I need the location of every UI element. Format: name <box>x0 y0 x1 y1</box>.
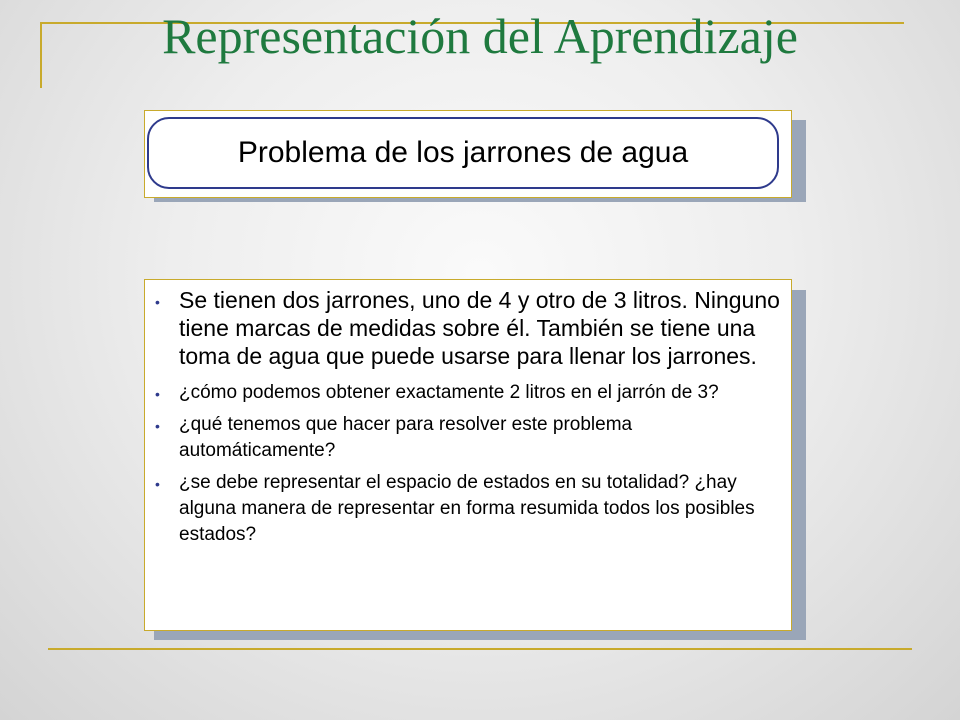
frame-bottom-line <box>48 648 912 650</box>
header-box <box>144 110 792 198</box>
bullet-list <box>145 280 791 548</box>
list-item <box>149 412 783 464</box>
list-item <box>149 286 783 370</box>
bullet-icon: • <box>155 418 160 434</box>
bullet-icon: • <box>155 294 160 310</box>
content-box <box>144 279 792 631</box>
bullet-icon: • <box>155 476 160 492</box>
list-item <box>149 470 783 548</box>
bullet-text: ¿cómo podemos obtener exactamente 2 litros en el jarrón de 3? <box>179 382 719 403</box>
header-pill: Problema de los jarrones de agua <box>147 117 779 189</box>
bullet-text: ¿se debe representar el espacio de estados en su totalidad? ¿hay alguna manera de representar en forma resumida todos los posibles estados? <box>179 472 755 545</box>
bullet-text: Se tienen dos jarrones, uno de 4 y otro de 3 litros. Ninguno tiene marcas de medidas sobre él. También se tiene una toma de agua que puede usarse para llenar los jarrones. <box>179 287 780 369</box>
bullet-text: ¿qué tenemos que hacer para resolver este problema automáticamente? <box>179 414 633 461</box>
bullet-icon: • <box>155 386 160 402</box>
slide-title: Representación del Aprendizaje <box>162 8 798 64</box>
list-item <box>149 380 783 406</box>
